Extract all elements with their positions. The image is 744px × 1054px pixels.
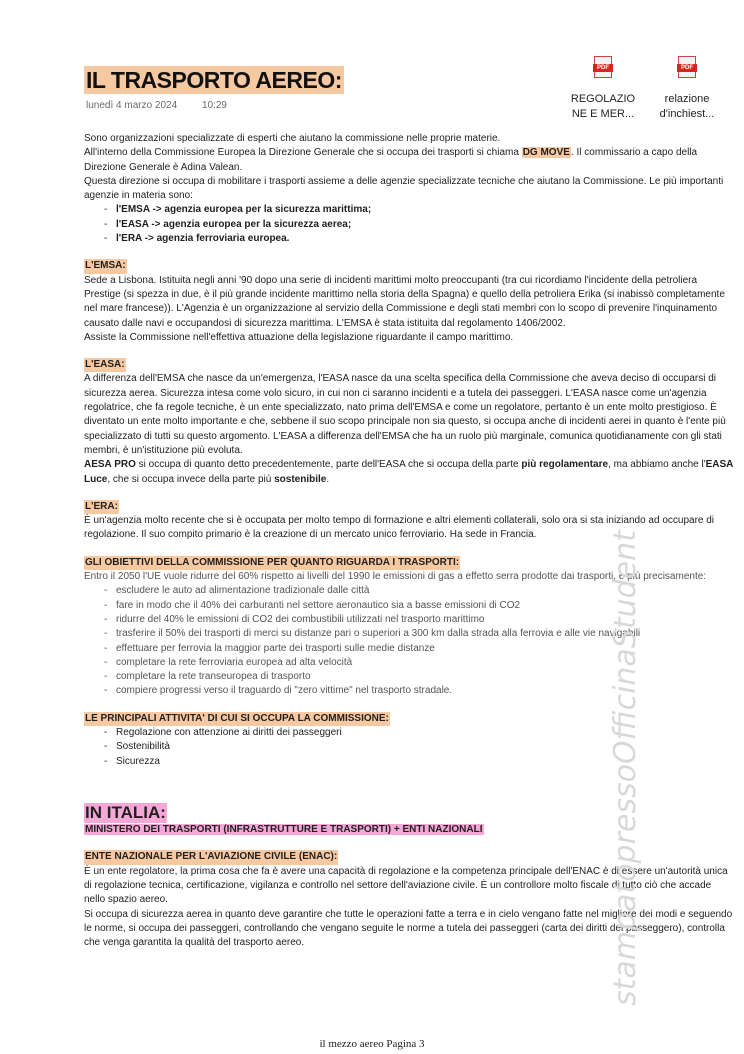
section-heading-objectives: GLI OBIETTIVI DELLA COMMISSIONE PER QUANTO RIGUARDA I TRASPORTI: — [84, 556, 460, 570]
paragraph: È un'agenzia molto recente che si è occupata per molto tempo di formazione e altri elementi collaterali, solo ora si sta iniziando ad occupare di regolazione. Il suo compito primario è la creazione di un mercato unico ferroviario. Ha sede in Francia. — [84, 515, 715, 541]
list-item: - effettuare per ferrovia la maggior parte dei trasporti sulle medie distanze — [84, 642, 734, 656]
attachment-label: relazione — [664, 93, 710, 105]
list-item: - escludere le auto ad alimentazione tradizionale dalle città — [84, 584, 734, 598]
section-heading-activities: LE PRINCIPALI ATTIVITA' DI CUI SI OCCUPA LA COMMISSIONE: — [84, 712, 390, 726]
paragraph: Assiste la Commissione nell'effettiva attuazione della legislazione riguardante il campo marittimo. — [84, 331, 514, 343]
list-item: - fare in modo che il 40% dei carburanti nel settore aeronautico sia a basse emissioni di CO2 — [84, 599, 734, 613]
attachment-label: NE E MER... — [571, 108, 635, 120]
list-item: - ridurre del 40% le emissioni di CO2 dei combustibili utilizzati nel trasporto marittimo — [84, 613, 734, 627]
attachment-label: REGOLAZIO — [570, 93, 636, 105]
section-heading-enac: ENTE NAZIONALE PER L'AVIAZIONE CIVILE (ENAC): — [84, 850, 338, 864]
list-item: - Sostenibilità — [84, 740, 734, 754]
paragraph: Si occupa di sicurezza aerea in quanto deve garantire che tutte le operazioni fatte a terra e in cielo vengano fatte nel migliore dei modi e seguendo le norme, si occupa dei passeggeri, controllando che vengano seguite le norme a tutela dei passeggeri (carta dei diritti del passeggero), controlla che venga garantita la qualità del trasporto aereo. — [84, 908, 733, 949]
watermark: stampatopressoOfficinaStudent — [608, 530, 643, 1006]
list-item: - compiere progressi verso il traguardo di "zero vittime" nel trasporto stradale. — [84, 684, 734, 698]
pdf-icon: PDF — [678, 56, 696, 78]
intro-line: Questa direzione si occupa di mobilitare i trasporti assieme a delle agenzie specializzate tecniche che aiutano la Commissione. Le più importanti agenzie in materia sono: — [84, 175, 724, 202]
list-item: - trasferire il 50% dei trasporti di merci su distanze pari o superiori a 300 km dalla strada alla ferrovia e alle vie navigabili — [84, 627, 734, 641]
list-item: - Sicurezza — [84, 755, 734, 769]
attachment-relazione[interactable] — [652, 56, 722, 122]
paragraph: È un ente regolatore, la prima cosa che fa è avere una capacità di regolazione e la competenza principale dell'ENAC è di essere un'autorità unica di regolazione tecnica, certificazione, vigilanza e controllo nel settore dell'aviazione civile. È un controllore molto fiscale di tutto ciò che accade nello spazio aereo. — [84, 865, 728, 906]
section-heading-emsa: L'EMSA: — [84, 259, 127, 273]
intro-line: All'interno della Commissione Europea la Direzione Generale che si occupa dei trasporti si chiama DG MOVE. Il commissario a capo della Direzione Generale è Adina Valean. — [84, 147, 698, 173]
pdf-icon: PDF — [594, 56, 612, 78]
agency-list — [84, 203, 734, 246]
attachment-label: d'inchiest... — [659, 108, 715, 120]
page-title: IL TRASPORTO AEREO: — [86, 67, 342, 93]
list-item: - completare la rete transeuropea di trasporto — [84, 670, 734, 684]
paragraph: AESA PRO si occupa di quanto detto precedentemente, parte dell'EASA che si occupa della parte più regolamentare, ma abbiamo anche l'EASA Luce, che si occupa invece della parte più sostenibile. — [84, 459, 734, 485]
date-text: lunedì 4 marzo 2024 — [86, 100, 178, 111]
section-heading-italia: IN ITALIA: — [85, 802, 166, 822]
section-heading-era: L'ERA: — [84, 500, 119, 514]
list-item: - l'ERA -> agenzia ferroviaria europea. — [84, 232, 734, 246]
list-item: - completare la rete ferroviaria europea ad alta velocità — [84, 656, 734, 670]
paragraph: A differenza dell'EMSA che nasce da un'emergenza, l'EASA nasce da una scelta specifica della Commissione che aveva deciso di occuparsi di sicurezza aerea. Sicurezza intesa come volo sicuro, in cui non ci saranno incidenti e a tutela dei passeggeri. L'EASA nasce come un'agenzia regolatrice, che fa regole tecniche, è un ente specializzato, nato prima dell'EMSA e come un regolatore, pertanto è un ente molto prestigioso. È diventato un ente molto importante e che, sebbene il suo scopo principale non sia questo, si occupa anche di incidenti aerei in quanto è l'ente più specializzato di tutti su questo argomento. L'EASA a differenza dell'EMSA che ha un ruolo più marginale, comunica quotidianamente con gli stati membri, è un'istituzione più evoluta. — [84, 373, 726, 456]
list-item: - Regolazione con attenzione ai diritti dei passeggeri — [84, 726, 734, 740]
section-heading-easa: L'EASA: — [84, 358, 126, 372]
intro-line: Sono organizzazioni specializzate di esperti che aiutano la commissione nelle proprie materie. — [84, 133, 501, 144]
ministry-heading: MINISTERO DEI TRASPORTI (INFRASTRUTTURE E TRASPORTI) + ENTI NAZIONALI — [85, 824, 483, 836]
paragraph: Entro il 2050 l'UE vuole ridurre del 60% rispetto ai livelli del 1990 le emissioni di gas a effetto serra prodotte dai trasporti, e più precisamente: — [84, 571, 707, 583]
paragraph: Sede a Lisbona. Istituita negli anni '90 dopo una serie di incidenti marittimi molto preoccupanti (tra cui ricordiamo l'incidente della petroliera Prestige (si spezza in due, è il più grande incidente marittimo nella storia della Spagna) e quello della petroliera Erika (si inabissò completamente nel mare francese)). L'Agenzia è un organizzazione al servizio della Commissione e degli stati membri con lo scopo di prevenire l'inquinamento causato dalle navi e occupandosi di sicurezza marittima. L'EMSA è stata istituita dal regolamento 1406/2002. — [84, 274, 725, 329]
page-footer: il mezzo aereo Pagina 3 — [319, 1038, 425, 1050]
list-item: - l'EMSA -> agenzia europea per la sicurezza marittima; — [84, 203, 734, 217]
attachment-regolazione[interactable] — [568, 56, 638, 122]
list-item: - l'EASA -> agenzia europea per la sicurezza aerea; — [84, 218, 734, 232]
time-text: 10:29 — [201, 100, 227, 111]
page-date — [86, 100, 249, 111]
